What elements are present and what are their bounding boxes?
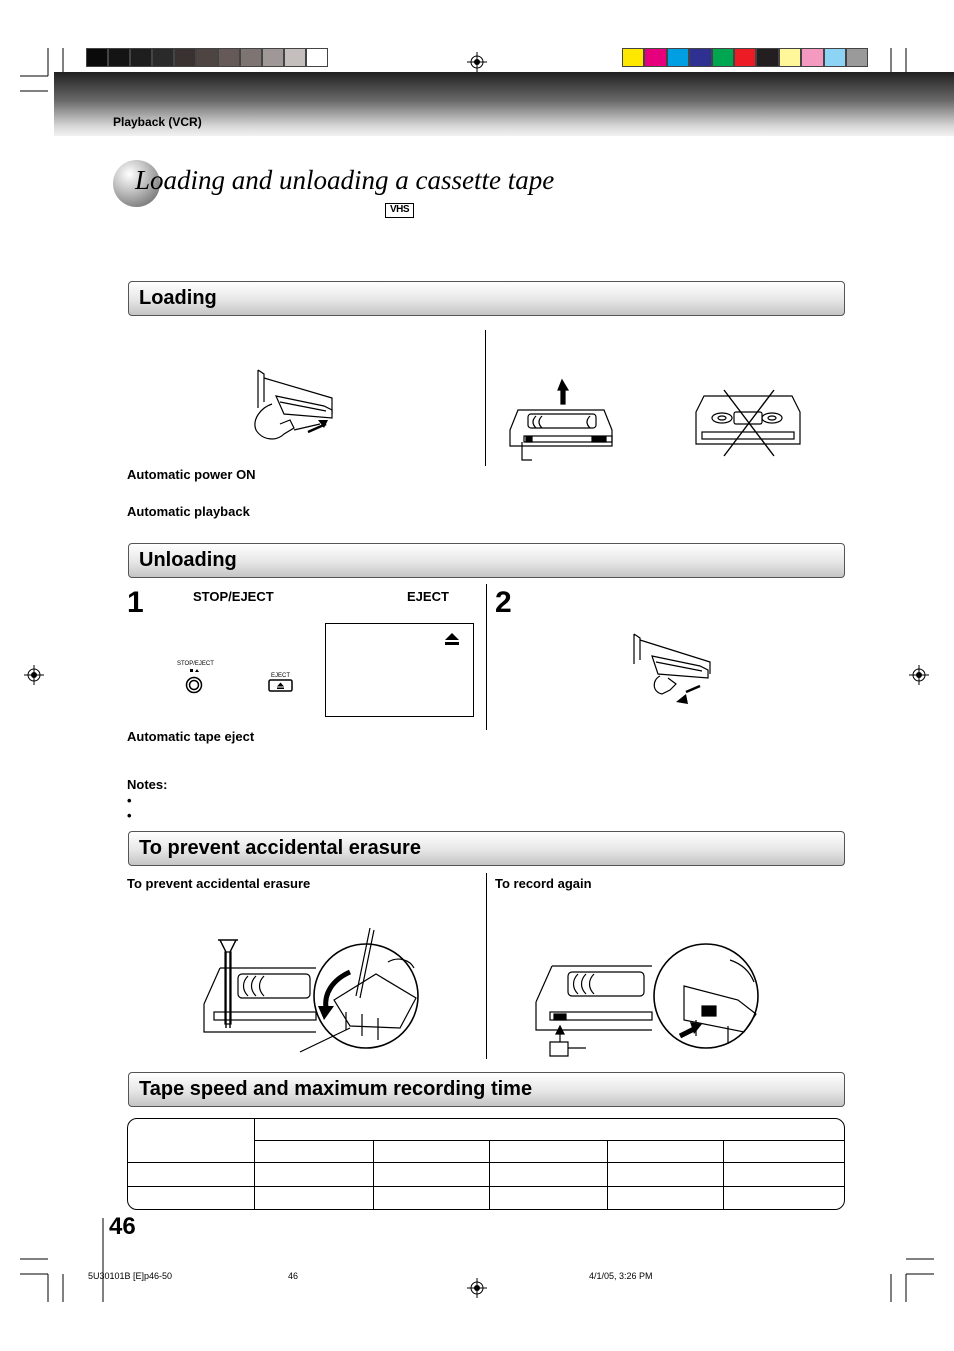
registration-target-left bbox=[24, 665, 44, 685]
table-cell bbox=[255, 1187, 374, 1209]
prevent-erasure-label: To prevent accidental erasure bbox=[127, 876, 311, 891]
color-swatch bbox=[712, 48, 734, 67]
section-title: Loading bbox=[139, 287, 217, 309]
column-divider bbox=[486, 873, 487, 1059]
color-swatch bbox=[734, 48, 756, 67]
color-swatch bbox=[240, 48, 262, 67]
step-number-1: 1 bbox=[127, 586, 144, 619]
print-timestamp: 4/1/05, 3:26 PM bbox=[589, 1271, 653, 1281]
section-title: Tape speed and maximum recording time bbox=[139, 1078, 533, 1100]
section-title: To prevent accidental erasure bbox=[139, 837, 421, 859]
color-swatch bbox=[196, 48, 218, 67]
break-tab-illustration bbox=[200, 928, 422, 1054]
color-swatch bbox=[174, 48, 196, 67]
cover-tab-illustration bbox=[532, 940, 764, 1058]
file-page-number: 46 bbox=[288, 1271, 299, 1281]
table-header-cell bbox=[128, 1119, 255, 1163]
color-swatch bbox=[262, 48, 284, 67]
color-swatch bbox=[622, 48, 644, 67]
table-header-cell bbox=[255, 1141, 374, 1163]
eject-label: EJECT bbox=[407, 589, 449, 604]
table-header-cell bbox=[724, 1141, 844, 1163]
table-cell bbox=[128, 1163, 255, 1187]
table-cell bbox=[374, 1187, 490, 1209]
color-swatch bbox=[218, 48, 240, 67]
breadcrumb: Playback (VCR) bbox=[113, 115, 202, 129]
notes-label: Notes: bbox=[127, 777, 168, 792]
color-swatch bbox=[689, 48, 711, 67]
auto-playback-label: Automatic playback bbox=[127, 504, 250, 519]
table-header-cell bbox=[490, 1141, 608, 1163]
color-swatch bbox=[846, 48, 868, 67]
table-cell bbox=[255, 1163, 374, 1187]
color-swatch bbox=[779, 48, 801, 67]
insert-cassette-illustration bbox=[250, 368, 340, 448]
color-swatch bbox=[306, 48, 328, 67]
color-swatch bbox=[130, 48, 152, 67]
registration-target-right bbox=[909, 665, 929, 685]
tape-speed-table bbox=[127, 1118, 845, 1210]
color-swatch bbox=[756, 48, 778, 67]
step-number-2: 2 bbox=[495, 586, 512, 619]
color-swatch bbox=[108, 48, 130, 67]
display-screen bbox=[325, 623, 474, 717]
section-header-loading bbox=[128, 281, 845, 316]
remote-eject-text: EJECT bbox=[271, 673, 291, 679]
page-number: 46 bbox=[109, 1213, 136, 1240]
cassette-correct-orientation bbox=[506, 378, 618, 464]
column-divider bbox=[485, 330, 486, 466]
registration-target-top bbox=[467, 52, 487, 72]
color-swatch bbox=[644, 48, 666, 67]
cassette-wrong-orientation bbox=[694, 388, 804, 458]
table-cell bbox=[128, 1187, 255, 1209]
table-cell bbox=[374, 1163, 490, 1187]
column-divider bbox=[486, 584, 487, 730]
eject-button-icon[interactable] bbox=[268, 679, 294, 693]
auto-tape-eject-label: Automatic tape eject bbox=[127, 729, 255, 744]
color-swatch bbox=[86, 48, 108, 67]
color-swatch bbox=[152, 48, 174, 67]
section-header-tape-speed bbox=[128, 1072, 845, 1107]
color-swatch bbox=[284, 48, 306, 67]
table-cell bbox=[490, 1187, 608, 1209]
record-again-label: To record again bbox=[495, 876, 592, 891]
note-bullet: • bbox=[127, 808, 132, 823]
table-header-cell bbox=[608, 1141, 724, 1163]
color-swatch bbox=[667, 48, 689, 67]
eject-symbol-icon bbox=[444, 632, 460, 646]
table-cell bbox=[608, 1187, 724, 1209]
page-title: Loading and unloading a cassette tape bbox=[135, 165, 555, 195]
registration-target-bottom bbox=[467, 1278, 487, 1298]
note-bullet: • bbox=[127, 793, 132, 808]
table-cell bbox=[724, 1187, 844, 1209]
table-cell bbox=[490, 1163, 608, 1187]
table-header-cell bbox=[374, 1141, 490, 1163]
color-swatch bbox=[801, 48, 823, 67]
section-title: Unloading bbox=[139, 549, 237, 571]
auto-power-on-label: Automatic power ON bbox=[127, 467, 256, 482]
section-header-unloading bbox=[128, 543, 845, 578]
vhs-badge: VHS bbox=[385, 203, 414, 218]
table-header-cell bbox=[255, 1119, 844, 1141]
section-header-erasure bbox=[128, 831, 845, 866]
table-cell bbox=[608, 1163, 724, 1187]
stop-eject-label: STOP/EJECT bbox=[193, 589, 274, 604]
color-swatch bbox=[824, 48, 846, 67]
stop-eject-button-icon[interactable] bbox=[184, 668, 206, 696]
table-cell bbox=[724, 1163, 844, 1187]
file-info: 5U30101B [E]p46-50 bbox=[88, 1271, 173, 1281]
remove-cassette-illustration bbox=[630, 632, 714, 708]
remote-stop-eject-text: STOP/EJECT bbox=[177, 661, 214, 667]
